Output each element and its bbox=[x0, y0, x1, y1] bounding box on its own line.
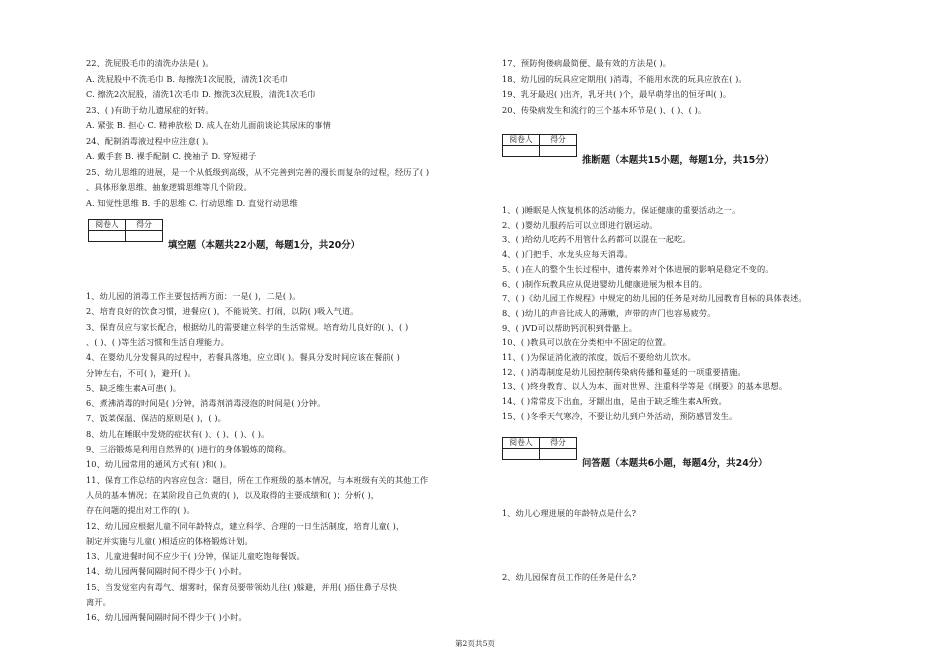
reviewer-cell[interactable] bbox=[503, 449, 540, 460]
question-line: A. 戴手套 B. 裸手配制 C. 挽袖子 D. 穿短裙子 bbox=[86, 151, 257, 161]
question-line: 5、缺乏维生素A可患( )。 bbox=[86, 382, 182, 393]
question-line: 6、煮沸消毒的时间是( )分钟，消毒剂消毒浸泡的时间是( )分钟。 bbox=[86, 398, 326, 409]
reviewer-cell[interactable] bbox=[503, 146, 540, 157]
question-line: 16、幼儿园两餐间隔时间不得少于( )小时。 bbox=[86, 612, 247, 623]
question-line: 2、培育良好的饮食习惯，进餐应( )，不能说笑、打闹，以防( )吸入气道。 bbox=[86, 306, 359, 317]
score-label: 得分 bbox=[126, 220, 163, 231]
reviewer-label: 阅卷人 bbox=[89, 220, 126, 231]
question-line: 20、传染病发生和流行的三个基本环节是( )、( )、( )。 bbox=[502, 104, 707, 115]
question-line: 14、( )常常皮下出血，牙龈出血，是由于缺乏维生素A所致。 bbox=[502, 396, 727, 407]
section-title-fill: 填空题（本题共22小题，每题1分，共20分） bbox=[168, 240, 360, 251]
question-line: A. 紧张 B. 担心 C. 精神放松 D. 成人在幼儿面前谈论其尿床的事情 bbox=[86, 120, 331, 130]
score-label: 得分 bbox=[540, 135, 577, 146]
question-line: 4、在婴幼儿分发餐具的过程中，若餐具落地，应立即( )。餐具分发时间应该在餐前( ) bbox=[86, 352, 400, 363]
score-box-judge bbox=[502, 134, 577, 157]
section-title-judge: 推断题（本题共15小题，每题1分，共15分） bbox=[582, 155, 774, 166]
section-title-qa: 问答题（本题共6小题，每题4分，共24分） bbox=[582, 458, 768, 469]
question-line: 13、( )终身教育、以人为本、面对世界、注重科学等是《纲要》的基本思想。 bbox=[502, 381, 788, 392]
question-line: 7、( )《幼儿园工作规程》中规定的幼儿园的任务是对幼儿园教育目标的具体表述。 bbox=[502, 293, 807, 304]
score-box-fill bbox=[88, 219, 163, 242]
question-line: 10、幼儿园常用的通风方式有( )和( )。 bbox=[86, 459, 232, 470]
question-line: 9、三浴锻炼是利用自然界的( )进行的身体锻炼的简称。 bbox=[86, 444, 292, 454]
question-line: 11、保育工作总结的内容应包含：题目，所在工作班级的基本情况，与本班级有关的其他工作 bbox=[86, 474, 429, 485]
question-line: 17、预防佝偻病最简便、最有效的方法是( )。 bbox=[502, 58, 672, 68]
question-line: 18、幼儿园的玩具应定期用( )消毒，不能用水洗的玩具应放在( )。 bbox=[502, 73, 747, 84]
question-line: 10、( )教具可以放在分类柜中不固定的位置。 bbox=[502, 337, 672, 348]
question-line: 5、( )在人的整个生长过程中，遗传素养对个体进展的影响是稳定不变的。 bbox=[502, 263, 774, 274]
question-line: 24、配制消毒液过程中应注意( )。 bbox=[86, 135, 214, 146]
qa-question-1: 1、幼儿心理进展的年龄特点是什么? bbox=[502, 508, 637, 518]
score-cell[interactable] bbox=[540, 146, 577, 157]
question-line: 15、( )冬季天气寒冷，不要让幼儿到户外活动，预防感冒发生。 bbox=[502, 410, 738, 421]
question-line: 2、( )婴幼儿服药后可以立即进行剧运动。 bbox=[502, 219, 658, 230]
question-line: 22、洗屁股毛巾的清洗办法是( )。 bbox=[86, 58, 214, 68]
question-line: 13、儿童进餐时间不应少于( )分钟，保证儿童吃饱每餐饭。 bbox=[86, 551, 305, 562]
question-line: 8、( )幼儿的声音比成人的薄嫩，声带的声门也容易疲劳。 bbox=[502, 307, 716, 318]
score-label: 得分 bbox=[540, 438, 577, 449]
question-line: 存在问题的提出对工作的( )。 bbox=[86, 505, 195, 516]
question-line: 制定并实施与儿童( )相适应的体格锻炼计划。 bbox=[86, 535, 253, 546]
question-line: 19、乳牙最迟( )出齐，乳牙共( )个，最早萌芽出的恒牙叫( )。 bbox=[502, 89, 732, 99]
question-line: 9、( )VD可以帮助钙沉积到骨骼上。 bbox=[502, 322, 638, 333]
question-line: 12、幼儿园应根据儿童不同年龄特点，建立科学、合理的一日生活制度，培育儿童( )， bbox=[86, 520, 405, 531]
question-line: 15、当发觉室内有毒气、烟雾时，保育员要带领幼儿往( )躲避，并用( )捂住鼻子尽快 bbox=[86, 581, 397, 592]
qa-question-2: 2、幼儿园保育员工作的任务是什么? bbox=[502, 572, 637, 582]
page-footer: 第2页共5页 bbox=[454, 639, 496, 648]
question-line: 1、( )睡眠是人恢复机体的活动能力，保证健康的重要活动之一。 bbox=[502, 205, 741, 215]
question-line: 25、幼儿思维的进展，是一个从低级到高级，从不完善到完善的漫长而复杂的过程，经历了( ) bbox=[86, 166, 430, 177]
reviewer-cell[interactable] bbox=[89, 231, 126, 242]
reviewer-label: 阅卷人 bbox=[503, 135, 540, 146]
question-line: 6、( )制作玩教具应从促进婴幼儿健康进展为根本目的。 bbox=[502, 278, 708, 289]
question-line: C. 擦洗2次屁股，清洗1次毛巾 D. 擦洗3次屁股，清洗1次毛巾 bbox=[86, 89, 316, 99]
question-line: 8、幼儿在睡眠中发烧的症状有( )、( )、( )、( )。 bbox=[86, 428, 270, 439]
question-line: 14、幼儿园两餐间隔时间不得少于( )小时。 bbox=[86, 566, 247, 577]
question-line: 11、( )为保证消化液的浓度，饭后不要给幼儿饮水。 bbox=[502, 352, 696, 362]
score-box-qa bbox=[502, 437, 577, 460]
reviewer-label: 阅卷人 bbox=[503, 438, 540, 449]
question-line: 23、( )有助于幼儿遗尿症的好转。 bbox=[86, 104, 214, 115]
score-cell[interactable] bbox=[126, 231, 163, 242]
question-line: 1、幼儿园的消毒工作主要包括两方面：一是( )，二是( )。 bbox=[86, 291, 301, 301]
question-line: 3、保育员应与家长配合，根据幼儿的需要建立科学的生活常规。培育幼儿良好的( )、( ) bbox=[86, 321, 409, 332]
question-line: A. 知觉性思维 B. 手的思维 C. 行动思维 D. 直觉行动思维 bbox=[86, 197, 298, 208]
question-line: 、( )、( )等生活习惯和生活自理能力。 bbox=[86, 336, 229, 347]
question-line: 12、( )消毒制度是幼儿园控制传染病传播和蔓延的一项重要措施。 bbox=[502, 366, 746, 377]
question-line: 、具体形象思维、抽象逻辑思维等几个阶段。 bbox=[86, 182, 252, 192]
question-line: A. 洗屁股中不洗毛巾 B. 每擦洗1次屁股，清洗1次毛巾 bbox=[86, 73, 289, 84]
question-line: 分钟左右，不可( )，避开( )。 bbox=[86, 367, 196, 378]
question-line: 离开。 bbox=[86, 597, 111, 607]
question-line: 3、( )给幼儿吃药不用管什么药都可以混在一起吃。 bbox=[502, 234, 691, 245]
question-line: 4、( )门把手、水龙头应每天消毒。 bbox=[502, 249, 633, 260]
question-line: 人员的基本情况；在某阶段自己负责的( )，以及取得的主要成绩和( )；分析( )， bbox=[86, 489, 380, 500]
score-cell[interactable] bbox=[540, 449, 577, 460]
question-line: 7、饭菜保温、保洁的原则是( )，( )。 bbox=[86, 413, 226, 424]
